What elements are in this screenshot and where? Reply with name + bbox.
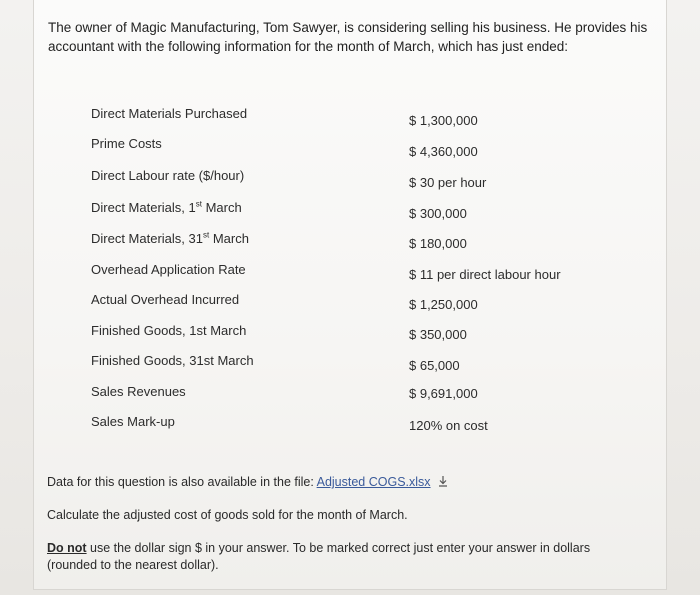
row-value-sales-revenues: $ 9,691,000 — [409, 386, 478, 401]
row-label-direct-materials-31st-march: Direct Materials, 31st March — [91, 230, 249, 246]
row-value-direct-materials-purchased: $ 1,300,000 — [409, 113, 478, 128]
row-label-overhead-application-rate: Overhead Application Rate — [91, 262, 246, 277]
row-value-actual-overhead-incurred: $ 1,250,000 — [409, 297, 478, 312]
row-value-direct-materials-1st-march: $ 300,000 — [409, 206, 467, 221]
file-link[interactable]: Adjusted COGS.xlsx — [316, 475, 431, 489]
instruction-text: Calculate the adjusted cost of goods sold for the month of March. — [47, 508, 408, 522]
row-value-direct-materials-31st-march: $ 180,000 — [409, 236, 467, 251]
question-intro: The owner of Magic Manufacturing, Tom Sawyer, is considering selling his business. He provides his accountant with the following information for the month of March, which has just ended: — [48, 20, 648, 54]
warning-text: use the dollar sign $ in your answer. To be marked correct just enter your answer in dollars — [86, 541, 591, 555]
row-value-sales-mark-up: 120% on cost — [409, 418, 488, 433]
row-value-prime-costs: $ 4,360,000 — [409, 144, 478, 159]
row-label-sales-mark-up: Sales Mark-up — [91, 414, 175, 429]
file-note-text: Data for this question is also available in the file: — [47, 475, 317, 489]
warning-line-1 — [47, 541, 590, 555]
row-label-prime-costs: Prime Costs — [91, 136, 162, 151]
row-value-overhead-application-rate: $ 11 per direct labour hour — [409, 267, 561, 282]
row-label-actual-overhead-incurred: Actual Overhead Incurred — [91, 292, 240, 307]
row-value-finished-goods-31st-march: $ 65,000 — [409, 358, 460, 373]
warning-emphasis: Do not — [47, 541, 87, 555]
row-value-finished-goods-1st-march: $ 350,000 — [409, 327, 467, 342]
row-label-finished-goods-1st-march: Finished Goods, 1st March — [91, 323, 247, 338]
row-value-direct-labour-rate: $ 30 per hour — [409, 175, 487, 190]
row-label-sales-revenues: Sales Revenues — [91, 384, 186, 399]
file-note — [47, 475, 449, 489]
row-label-direct-materials-purchased: Direct Materials Purchased — [91, 106, 248, 121]
row-label-direct-materials-1st-march: Direct Materials, 1st March — [91, 199, 242, 215]
row-label-direct-labour-rate: Direct Labour rate ($/hour) — [91, 168, 245, 183]
download-icon[interactable] — [437, 475, 449, 487]
row-label-finished-goods-31st-march: Finished Goods, 31st March — [91, 353, 254, 368]
warning-line-2: (rounded to the nearest dollar). — [47, 558, 219, 572]
